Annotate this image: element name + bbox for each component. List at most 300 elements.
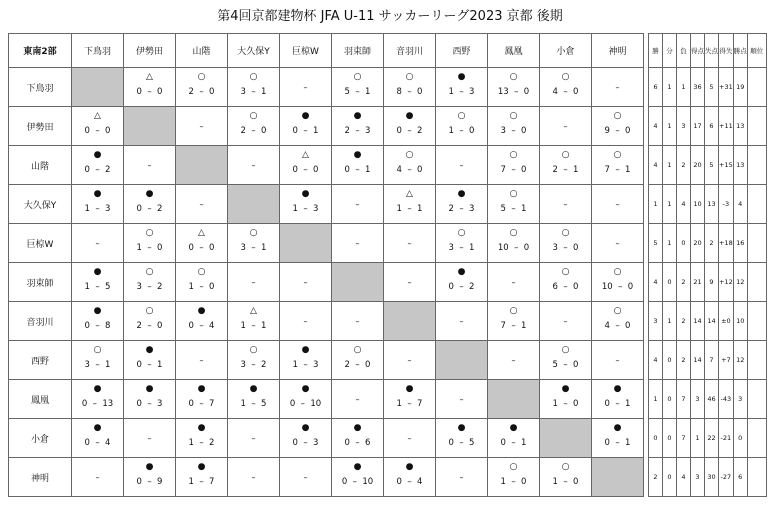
result-symbol: ○ (509, 150, 518, 160)
no-match-dash: – (459, 317, 464, 326)
result-cell (72, 458, 124, 497)
result-cell (436, 419, 488, 458)
score (228, 126, 279, 136)
score (228, 360, 279, 370)
result-symbol: ○ (249, 228, 258, 238)
result-symbol: ○ (145, 267, 154, 277)
score-against: 3 (157, 399, 163, 409)
result-symbol: ● (457, 72, 466, 82)
score-separator: – (295, 399, 311, 409)
row-team-label: 巨椋W (9, 224, 72, 263)
result-symbol: ● (197, 384, 206, 394)
stat-cell: 4 (677, 185, 691, 224)
column-team-0: 下鳥羽 (72, 34, 124, 68)
stat-cell: 3 (691, 458, 705, 497)
score (124, 321, 175, 331)
result-symbol: ● (301, 423, 310, 433)
result-cell (332, 380, 384, 419)
result-cell (384, 263, 436, 302)
score-for: 1 (136, 243, 142, 253)
score-for: 7 (500, 321, 506, 331)
result-symbol: ○ (613, 306, 622, 316)
stat-header-2: 負 (677, 34, 691, 68)
result-cell (540, 224, 592, 263)
score-for: 0 (396, 477, 402, 487)
stat-cell: +12 (719, 263, 734, 302)
result-symbol: ○ (405, 72, 414, 82)
stat-cell: 1 (649, 185, 663, 224)
stat-cell: 7 (677, 419, 691, 458)
stat-cell: 3 (733, 380, 747, 419)
score-separator: – (609, 321, 626, 331)
result-symbol: ● (457, 267, 466, 277)
stat-cell: 2 (649, 458, 663, 497)
score-against: 2 (469, 282, 475, 292)
score-separator: – (297, 126, 314, 136)
self-match-cell (436, 341, 488, 380)
score-for: 1 (240, 321, 246, 331)
score-against: 0 (365, 360, 371, 370)
result-cell (384, 341, 436, 380)
score-for: 0 (136, 87, 142, 97)
score-separator: – (401, 87, 418, 97)
score-against: 4 (417, 477, 423, 487)
result-cell (176, 185, 228, 224)
score-separator: – (89, 165, 106, 175)
score (592, 126, 643, 136)
result-cell (488, 263, 540, 302)
score (124, 360, 175, 370)
table-row (9, 263, 767, 302)
stat-cell: 9 (705, 263, 719, 302)
score-against: 1 (105, 360, 111, 370)
score-for: 3 (136, 282, 142, 292)
score-against: 0 (209, 243, 215, 253)
result-cell (176, 263, 228, 302)
result-symbol: ○ (613, 111, 622, 121)
stat-cell: 5 (705, 68, 719, 107)
score-for: 1 (448, 87, 454, 97)
score-for: 3 (500, 126, 506, 136)
result-cell (176, 107, 228, 146)
score (436, 126, 487, 136)
no-match-dash: – (355, 395, 360, 404)
row-team-label: 音羽川 (9, 302, 72, 341)
score (124, 243, 175, 253)
result-symbol: ○ (509, 111, 518, 121)
stat-header-3: 得点 (691, 34, 705, 68)
score-for: 0 (81, 399, 88, 409)
result-cell (176, 458, 228, 497)
table-row (9, 341, 767, 380)
score (280, 438, 331, 448)
result-cell (280, 146, 332, 185)
result-cell (228, 263, 280, 302)
score-against: 0 (521, 126, 527, 136)
score-for: 3 (240, 87, 246, 97)
score-separator: – (141, 243, 158, 253)
score-against: 1 (573, 165, 579, 175)
no-match-dash: – (563, 317, 568, 326)
no-match-dash: – (199, 122, 204, 131)
score-for: 0 (188, 321, 194, 331)
score (280, 360, 331, 370)
score (72, 399, 123, 409)
score-against: 3 (313, 360, 319, 370)
score (384, 204, 435, 214)
result-cell (124, 224, 176, 263)
score (332, 126, 383, 136)
score (384, 87, 435, 97)
score-for: 5 (552, 360, 558, 370)
score-separator: – (297, 360, 314, 370)
stat-cell: 2 (705, 224, 719, 263)
score (72, 126, 123, 136)
result-cell (384, 419, 436, 458)
result-cell (540, 185, 592, 224)
result-cell (280, 107, 332, 146)
result-cell (436, 107, 488, 146)
score-for: 0 (448, 282, 454, 292)
table-row (9, 107, 767, 146)
result-symbol: ● (301, 384, 310, 394)
score-against: 0 (209, 282, 215, 292)
score-for: 0 (136, 399, 142, 409)
score-against: 1 (261, 243, 267, 253)
score-for: 1 (552, 399, 558, 409)
stat-header-7: 順位 (747, 34, 766, 68)
score-against: 0 (573, 243, 579, 253)
score-against: 0 (105, 126, 111, 136)
stat-cell: 10 (691, 185, 705, 224)
result-symbol: ○ (353, 345, 362, 355)
score-separator: – (453, 243, 470, 253)
result-symbol: ○ (405, 150, 414, 160)
result-cell (488, 419, 540, 458)
result-symbol: ● (93, 423, 102, 433)
result-cell (72, 224, 124, 263)
score-for: 2 (344, 126, 350, 136)
score-for: 10 (497, 243, 509, 253)
stat-cell: 4 (649, 341, 663, 380)
score-separator: – (453, 438, 470, 448)
stat-cell: 20 (691, 224, 705, 263)
score-separator: – (349, 87, 366, 97)
result-cell (124, 380, 176, 419)
stat-cell: 21 (691, 263, 705, 302)
score-separator: – (453, 126, 470, 136)
result-symbol: ○ (561, 267, 570, 277)
result-cell (228, 458, 280, 497)
score-against: 1 (625, 399, 631, 409)
row-team-label: 神明 (9, 458, 72, 497)
score-against: 5 (261, 399, 267, 409)
score (124, 87, 175, 97)
result-cell (124, 185, 176, 224)
stat-cell (747, 302, 766, 341)
result-cell (384, 146, 436, 185)
score-against: 3 (105, 204, 111, 214)
stat-cell: 0 (663, 263, 677, 302)
result-symbol: ● (353, 150, 362, 160)
no-match-dash: – (407, 239, 412, 248)
score (72, 165, 123, 175)
result-symbol: ● (561, 384, 570, 394)
score (384, 399, 435, 409)
result-symbol: ● (353, 423, 362, 433)
result-cell (176, 68, 228, 107)
score-for: 3 (84, 360, 90, 370)
score-against: 0 (573, 360, 579, 370)
score (540, 360, 591, 370)
score-against: 0 (521, 477, 527, 487)
score-against: 3 (469, 204, 475, 214)
score-against: 0 (523, 87, 530, 97)
table-row (9, 419, 767, 458)
stat-cell: 14 (691, 302, 705, 341)
result-cell (280, 263, 332, 302)
result-cell (540, 107, 592, 146)
score-against: 2 (261, 360, 267, 370)
table-row (9, 380, 767, 419)
no-match-dash: – (563, 122, 568, 131)
score (176, 282, 227, 292)
score-against: 0 (573, 399, 579, 409)
stat-header-5: 得失 (719, 34, 734, 68)
score-against: 5 (469, 438, 475, 448)
score-for: 1 (292, 204, 298, 214)
result-symbol: ● (197, 306, 206, 316)
score (72, 438, 123, 448)
no-match-dash: – (355, 200, 360, 209)
score (176, 438, 227, 448)
result-cell (332, 458, 384, 497)
score-against: 1 (625, 438, 631, 448)
row-team-label: 山階 (9, 146, 72, 185)
score-separator: – (557, 282, 574, 292)
header-row (9, 34, 767, 68)
result-symbol: △ (146, 72, 153, 82)
stat-cell: +18 (719, 224, 734, 263)
score-separator: – (193, 399, 210, 409)
score (176, 243, 227, 253)
score (280, 399, 331, 409)
score-separator: – (141, 204, 158, 214)
result-symbol: ● (613, 423, 622, 433)
score (488, 477, 539, 487)
score-separator: – (141, 87, 158, 97)
no-match-dash: – (355, 239, 360, 248)
no-match-dash: – (407, 278, 412, 287)
score (488, 321, 539, 331)
score-separator: – (609, 399, 626, 409)
score (488, 243, 539, 253)
score-for: 4 (552, 87, 558, 97)
result-cell (72, 146, 124, 185)
result-cell (176, 419, 228, 458)
stat-cell: 0 (663, 380, 677, 419)
score (592, 282, 643, 292)
score-against: 0 (157, 321, 163, 331)
table-row (9, 458, 767, 497)
result-cell (488, 185, 540, 224)
result-symbol: ○ (93, 345, 102, 355)
score-for: 1 (84, 282, 90, 292)
result-cell (384, 185, 436, 224)
no-match-dash: – (459, 395, 464, 404)
result-symbol: ● (509, 423, 518, 433)
score-separator: – (193, 243, 210, 253)
score-separator: – (141, 360, 158, 370)
score-against: 1 (157, 360, 163, 370)
score-separator: – (297, 165, 314, 175)
table-row (9, 146, 767, 185)
score (72, 360, 123, 370)
no-match-dash: – (95, 239, 100, 248)
score-separator: – (505, 165, 522, 175)
result-cell (228, 146, 280, 185)
stat-cell (747, 341, 766, 380)
stat-cell: 6 (705, 107, 719, 146)
score-separator: – (453, 87, 470, 97)
result-cell (436, 380, 488, 419)
result-cell (332, 68, 384, 107)
stat-cell: 1 (691, 419, 705, 458)
score-separator: – (89, 204, 106, 214)
row-team-label: 大久保Y (9, 185, 72, 224)
score-separator: – (245, 399, 262, 409)
result-symbol: ○ (509, 72, 518, 82)
result-cell (228, 302, 280, 341)
score-against: 5 (105, 282, 111, 292)
score-against: 1 (469, 243, 475, 253)
score-against: 2 (105, 165, 111, 175)
result-symbol: ● (145, 462, 154, 472)
score (176, 321, 227, 331)
score-separator: – (505, 477, 522, 487)
score (332, 477, 383, 487)
stat-cell: 13 (733, 107, 747, 146)
result-symbol: ● (353, 462, 362, 472)
result-cell (176, 341, 228, 380)
result-symbol: ● (301, 345, 310, 355)
no-match-dash: – (147, 434, 152, 443)
score-against: 4 (105, 438, 111, 448)
score (124, 282, 175, 292)
score-for: 1 (500, 477, 506, 487)
result-cell (332, 107, 384, 146)
stat-cell: 2 (677, 146, 691, 185)
score-for: 0 (84, 165, 90, 175)
score-separator: – (193, 87, 210, 97)
score-for: 4 (396, 165, 402, 175)
no-match-dash: – (303, 473, 308, 482)
score (72, 204, 123, 214)
score (384, 477, 435, 487)
result-symbol: ○ (145, 306, 154, 316)
result-cell (488, 146, 540, 185)
result-cell (72, 263, 124, 302)
score (228, 399, 279, 409)
score (72, 321, 123, 331)
stat-cell: 12 (733, 341, 747, 380)
stat-header-6: 勝点 (733, 34, 747, 68)
score-against: 7 (209, 477, 215, 487)
score-separator: – (453, 282, 470, 292)
score-separator: – (612, 282, 628, 292)
result-cell (436, 224, 488, 263)
result-cell (592, 146, 644, 185)
stat-cell: 1 (663, 224, 677, 263)
score (332, 87, 383, 97)
score-for: 8 (396, 87, 402, 97)
score (228, 87, 279, 97)
no-match-dash: – (251, 473, 256, 482)
score (124, 477, 175, 487)
score-for: 0 (188, 399, 194, 409)
stat-cell: 14 (691, 341, 705, 380)
result-cell (592, 263, 644, 302)
score-separator: – (349, 165, 366, 175)
score-for: 9 (604, 126, 610, 136)
score (176, 399, 227, 409)
result-symbol: ● (457, 423, 466, 433)
score-separator: – (89, 282, 106, 292)
stat-cell: 4 (649, 107, 663, 146)
result-cell (436, 263, 488, 302)
column-team-1: 伊勢田 (124, 34, 176, 68)
score-against: 4 (209, 321, 215, 331)
result-symbol: ○ (613, 150, 622, 160)
no-match-dash: – (147, 161, 152, 170)
score-separator: – (87, 399, 103, 409)
score-against: 0 (417, 87, 423, 97)
stat-cell: 13 (733, 146, 747, 185)
self-match-cell (72, 68, 124, 107)
result-cell (124, 341, 176, 380)
score-for: 7 (500, 165, 506, 175)
score (592, 399, 643, 409)
stat-cell: +11 (719, 107, 734, 146)
row-team-label: 羽束師 (9, 263, 72, 302)
score (176, 87, 227, 97)
table-row (9, 302, 767, 341)
result-symbol: ○ (197, 267, 206, 277)
score-separator: – (89, 360, 106, 370)
result-cell (228, 380, 280, 419)
result-symbol: ● (145, 345, 154, 355)
result-cell (592, 341, 644, 380)
result-cell (540, 302, 592, 341)
result-symbol: ○ (249, 72, 258, 82)
score-for: 1 (240, 399, 246, 409)
result-symbol: ○ (613, 267, 622, 277)
score-for: 0 (292, 438, 298, 448)
score-separator: – (609, 165, 626, 175)
score-for: 3 (240, 360, 246, 370)
score-separator: – (401, 399, 418, 409)
score-separator: – (505, 438, 522, 448)
score (488, 204, 539, 214)
stat-cell: 5 (649, 224, 663, 263)
stat-cell (747, 68, 766, 107)
score-against: 2 (157, 282, 163, 292)
result-cell (488, 107, 540, 146)
result-symbol: ● (301, 111, 310, 121)
self-match-cell (384, 302, 436, 341)
result-cell (488, 68, 540, 107)
score-against: 0 (573, 282, 579, 292)
